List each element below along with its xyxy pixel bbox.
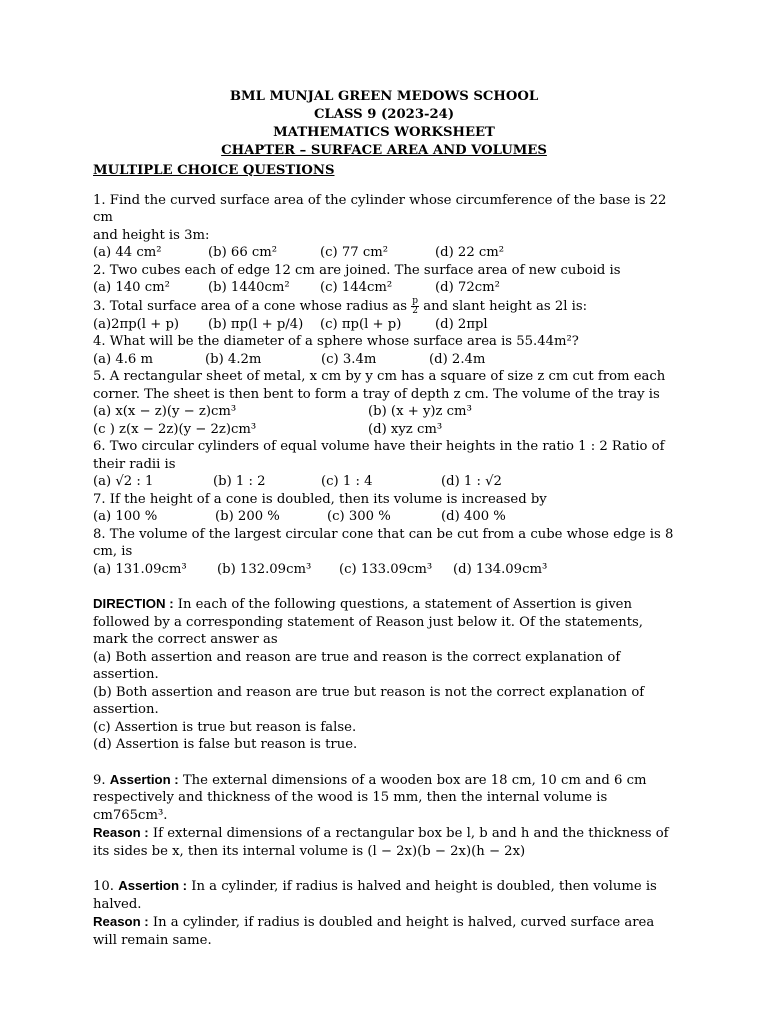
option-c: (c) 300 % <box>327 509 391 524</box>
option-b: (b) 4.2m <box>205 351 262 367</box>
option-d: (d) 2πpl <box>435 316 488 332</box>
option-d: (d) 134.09cm³ <box>453 561 548 577</box>
question-number: 2. <box>93 262 106 278</box>
question-number: 9. <box>93 772 106 788</box>
direction-text: In each of the following questions, a statement of Assertion is given followed by a corresponding statement of Reason just below it. Of the statements, mark the correct answer as <box>93 597 643 647</box>
assertion-label: Assertion : <box>109 771 179 787</box>
question-text: Total surface area of a cone whose radius as <box>109 298 408 314</box>
direction-label: DIRECTION : <box>93 596 174 611</box>
option-d: (d) 1 : √2 <box>441 474 502 489</box>
question-text: If the height of a cone is doubled, then its volume is increased by <box>105 491 547 507</box>
option-b: (b) 132.09cm³ <box>217 561 312 577</box>
options-row <box>93 279 678 297</box>
option-d: (d) xyz cm³ <box>368 421 443 437</box>
direction-option-b: (b) Both assertion and reason are true but reason is not the correct explanation of assertion. <box>93 684 645 717</box>
question-text-cont: and height is 3m: <box>93 227 210 243</box>
question-text-cont: corner. The sheet is then bent to form a tray of depth z cm. The volume of the tray is <box>93 386 660 402</box>
direction-option-c: (c) Assertion is true but reason is false. <box>93 719 357 735</box>
option-d: (d) 2.4m <box>429 351 486 367</box>
question-text: Two cubes each of edge 12 cm are joined. The surface area of new cuboid is <box>109 262 621 278</box>
worksheet-body <box>93 162 678 949</box>
option-d: (d) 400 % <box>441 509 506 524</box>
option-a: (a) 44 cm² <box>93 245 162 260</box>
options-row <box>93 473 678 491</box>
question-text: The volume of the largest circular cone that can be cut from a cube whose edge is 8 <box>109 526 674 542</box>
options-row <box>93 508 678 526</box>
question-text: What will be the diameter of a sphere whose surface area is 55.44m²? <box>109 334 579 349</box>
option-c: (c) 144cm² <box>320 280 393 295</box>
assertion-text: In a cylinder, if radius is halved and height is doubled, then volume is halved. <box>93 879 657 912</box>
subject-title: MATHEMATICS WORKSHEET <box>273 125 495 140</box>
chapter-title: CHAPTER – SURFACE AREA AND VOLUMES <box>221 143 547 158</box>
option-b: (b) 1 : 2 <box>213 474 266 489</box>
option-c: (c) πp(l + p) <box>320 316 402 332</box>
option-a: (a) √2 : 1 <box>93 474 154 489</box>
option-b: (b) 1440cm² <box>208 280 290 295</box>
options-row <box>93 244 678 262</box>
option-d: (d) 72cm² <box>435 280 500 295</box>
question-number: 7. <box>93 491 106 507</box>
question-text-cont: their radii is <box>93 456 176 472</box>
assertion-text: The external dimensions of a wooden box are 18 cm, 10 cm and 6 cm respectively and thickness of the wood is 15 mm, then the internal volume is cm765cm³. <box>93 772 647 823</box>
question-text: Two circular cylinders of equal volume have their heights in the ratio 1 : 2 Ratio of <box>109 439 665 454</box>
question-text: Find the curved surface area of the cylinder whose circumference of the base is 22 cm <box>93 192 667 225</box>
options-row <box>93 421 678 439</box>
question-text: A rectangular sheet of metal, x cm by y cm has a square of size z cm cut from each <box>109 369 666 384</box>
direction-option-d: (d) Assertion is false but reason is true. <box>93 737 358 752</box>
worksheet-header <box>0 88 768 160</box>
option-d: (d) 22 cm² <box>435 245 505 260</box>
question-10 <box>93 877 678 949</box>
option-a: (a) 4.6 m <box>93 351 154 367</box>
direction-option-a: (a) Both assertion and reason are true and reason is the correct explanation of assertion. <box>93 649 621 682</box>
question-number: 6. <box>93 439 106 454</box>
question-number: 8. <box>93 526 106 542</box>
options-row <box>93 561 678 579</box>
assertion-label: Assertion : <box>118 878 188 893</box>
option-b: (b) (x + y)z cm³ <box>368 404 472 419</box>
question-1 <box>93 192 678 262</box>
option-a: (a)2πp(l + p) <box>93 316 180 332</box>
question-2 <box>93 262 678 297</box>
reason-label: Reason : <box>93 825 149 840</box>
fraction-p-over-2: $\frac{p}{2}$ <box>412 295 419 316</box>
question-number: 10. <box>93 879 114 894</box>
section-title: MULTIPLE CHOICE QUESTIONS <box>93 163 335 178</box>
question-8 <box>93 526 678 579</box>
question-number: 3. <box>93 298 106 314</box>
reason-label: Reason : <box>93 914 149 929</box>
option-c: (c) 77 cm² <box>320 245 389 260</box>
option-a: (a) 100 % <box>93 509 158 524</box>
question-number: 1. <box>93 192 106 208</box>
option-c: (c) 133.09cm³ <box>339 561 433 577</box>
options-row <box>93 316 678 334</box>
question-number: 5. <box>93 369 106 384</box>
question-7 <box>93 491 678 526</box>
question-9 <box>93 771 678 861</box>
options-row <box>93 403 678 421</box>
question-3 <box>93 297 678 334</box>
option-a: (a) 131.09cm³ <box>93 561 187 577</box>
option-b: (b) 66 cm² <box>208 245 278 260</box>
option-b: (b) 200 % <box>215 509 280 524</box>
question-6 <box>93 438 678 491</box>
options-row <box>93 351 678 369</box>
question-text-cont: cm, is <box>93 544 133 559</box>
class-label: CLASS 9 (2023-24) <box>313 107 455 122</box>
option-a: (a) x(x − z)(y − z)cm³ <box>93 404 237 419</box>
reason-text: In a cylinder, if radius is doubled and height is halved, curved surface area will remain same. <box>93 915 655 948</box>
school-name: BML MUNJAL GREEN MEDOWS SCHOOL <box>229 89 539 104</box>
question-text-cont: and slant height as 2l is: <box>423 298 588 314</box>
reason-text: If external dimensions of a rectangular box be l, b and h and the thickness of its sides be x, then its internal volume is (l − 2x)(b − 2x)(h − 2x) <box>93 826 669 859</box>
option-c: (c) 3.4m <box>321 351 377 367</box>
option-c: (c) 1 : 4 <box>321 474 373 489</box>
question-4 <box>93 333 678 368</box>
option-c: (c ) z(x − 2z)(y − 2z)cm³ <box>93 421 257 437</box>
option-b: (b) πp(l + p/4) <box>208 316 304 332</box>
option-a: (a) 140 cm² <box>93 280 170 295</box>
question-5 <box>93 368 678 438</box>
question-number: 4. <box>93 334 106 349</box>
direction-block <box>93 595 678 754</box>
